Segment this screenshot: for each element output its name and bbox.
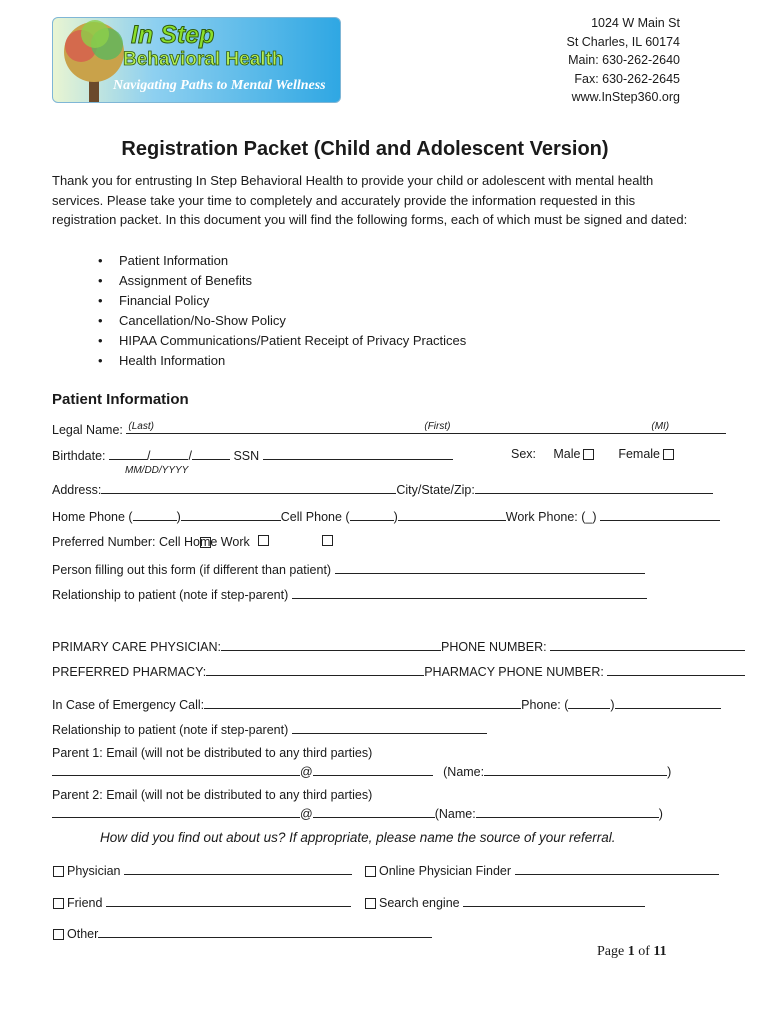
birth-month-field[interactable] [109,447,147,460]
parent2-name-label: (Name: [434,807,476,821]
parent1-name-label: (Name: [443,765,485,779]
pharmacy-row [52,663,745,679]
page-title: Registration Packet (Child and Adolescent Version) [121,138,609,160]
relationship-row [52,586,647,602]
referral-online [362,862,719,878]
pharmacy-label: PREFERRED PHARMACY: [52,665,207,679]
ssn-field[interactable] [263,447,453,460]
cell-phone-field[interactable] [398,508,506,521]
female-checkbox[interactable] [663,449,674,460]
filling-label: Person filling out this form (if different than patient) [52,563,332,577]
logo-line2: Behavioral Health [123,49,284,70]
pcp-phone-field[interactable] [550,638,745,651]
emergency-phone-field[interactable] [615,696,721,709]
work-phone-label: Work Phone: (_) [505,510,597,524]
at-sign: @ [300,807,313,821]
home-phone-label: Home Phone ( [52,510,133,524]
clinic-address [567,14,681,107]
relationship2-label: Relationship to patient (note if step-parent) [52,723,289,737]
mi-label: (MI) [651,421,670,432]
list-item: • Health Information [98,351,466,371]
other-label: Other [67,927,99,941]
birthdate-row: Birthdate: / / SSN [52,447,453,463]
at-sign: @ [300,765,313,779]
legal-name-row [52,421,726,437]
date-format-hint: MM/DD/YYYY [125,465,189,476]
pharmacy-field[interactable] [206,663,424,676]
referral-search [362,894,645,910]
logo [52,17,341,103]
referral-question: How did you find out about us? If appropriate, please name the source of your referral. [100,830,616,845]
website: www.InStep360.org [571,90,680,104]
page-prefix: Page [597,944,628,959]
filling-row [52,561,645,577]
preferred-label: Preferred Number: Cell Home Work [52,535,250,549]
search-field[interactable] [463,894,645,907]
parent1-row: @ (Name: ) [52,763,671,779]
parent2-email-user[interactable] [52,805,300,818]
referral-other [50,925,432,941]
male-label: Male [553,447,581,461]
emergency-area-field[interactable] [568,696,610,709]
birthdate-label: Birthdate: [52,449,106,463]
pharmacy-phone-label: PHARMACY PHONE NUMBER: [424,665,604,679]
page-number [597,944,667,960]
page-current: 1 [627,944,635,959]
pcp-row [52,638,745,654]
list-item: • Assignment of Benefits [98,271,466,291]
parent2-label: Parent 2: Email (will not be distributed to any third parties) [52,788,373,802]
pcp-phone-label: PHONE NUMBER: [441,640,547,654]
parent2-row: @ (Name: ) [52,805,663,821]
fax: Fax: 630-262-2645 [574,71,680,86]
other-checkbox[interactable] [53,929,64,940]
birth-year-field[interactable] [192,447,230,460]
physician-label: Physician [67,864,121,878]
physician-checkbox[interactable] [53,866,64,877]
birth-day-field[interactable] [150,447,188,460]
filling-field[interactable] [335,561,645,574]
search-checkbox[interactable] [365,898,376,909]
referral-physician [50,862,352,878]
friend-label: Friend [67,896,103,910]
parent1-email-user[interactable] [52,763,300,776]
other-field[interactable] [98,925,432,938]
emergency-row: In Case of Emergency Call: Phone: ( ) [52,696,721,712]
logo-line1: In Step [131,21,215,49]
online-label: Online Physician Finder [379,864,512,878]
city-state-label: City/State/Zip: [396,483,475,497]
address-label: Address: [52,483,102,497]
main-phone: Main: 630-262-2640 [568,53,680,67]
ssn-label: SSN [233,449,260,463]
work-phone-field[interactable] [600,508,720,521]
relationship2-row [52,721,487,737]
list-item: • HIPAA Communications/Patient Receipt of Privacy Practices [98,331,466,351]
physician-field[interactable] [124,862,352,875]
relationship-label: Relationship to patient (note if step-parent) [52,588,289,602]
pharmacy-phone-field[interactable] [607,663,745,676]
parent2-email-domain[interactable] [313,805,435,818]
cell-area-field[interactable] [350,508,394,521]
female-label: Female [618,447,661,461]
legal-name-line[interactable] [126,421,726,434]
pcp-field[interactable] [221,638,441,651]
home-phone-field[interactable] [181,508,281,521]
legal-name-label: Legal Name: [52,423,123,437]
phones-row: Home Phone ( ) Cell Phone ( ) Work Phone: (_) [52,508,720,524]
list-item: • Financial Policy [98,291,466,311]
emergency-field[interactable] [204,696,521,709]
referral-friend [50,894,351,910]
home-checkbox[interactable] [258,535,269,546]
emergency-phone-label: Phone: ( [521,698,569,712]
pcp-label: PRIMARY CARE PHYSICIAN: [52,640,222,654]
friend-field[interactable] [106,894,351,907]
cell-checkbox[interactable] [200,537,211,548]
online-checkbox[interactable] [365,866,376,877]
section-heading: Patient Information [52,391,189,408]
city-state-field[interactable] [475,481,713,494]
sex-row [511,447,677,461]
relationship2-field[interactable] [292,721,487,734]
logo-tagline: Navigating Paths to Mental Wellness [113,78,326,93]
sex-label: Sex: [511,447,537,461]
address-field[interactable] [101,481,396,494]
male-checkbox[interactable] [583,449,594,460]
parent1-label: Parent 1: Email (will not be distributed to any third parties) [52,746,373,760]
home-area-field[interactable] [133,508,177,521]
online-field[interactable] [515,862,719,875]
emergency-label: In Case of Emergency Call: [52,698,205,712]
list-item: • Patient Information [98,251,466,271]
last-label: (Last) [128,421,154,432]
street: 1024 W Main St [591,16,680,30]
page-total: 11 [653,944,667,959]
intro-text: Thank you for entrusting In Step Behavioral Health to provide your child or adolescent with mental health services. Please take your time to completely and accurately provide the information requested in this registration packet. In this document you will find the following forms, each of which must be signed and dated: [52,173,688,227]
forms-list [98,251,466,371]
page-of: of [634,944,654,959]
preferred-row [52,535,250,549]
list-item: • Cancellation/No-Show Policy [98,311,466,331]
parent1-name-field[interactable] [484,763,667,776]
relationship-field[interactable] [292,586,647,599]
parent2-name-field[interactable] [476,805,659,818]
parent1-email-domain[interactable] [313,763,433,776]
first-label: (First) [424,421,451,432]
cell-phone-label: Cell Phone ( [280,510,350,524]
friend-checkbox[interactable] [53,898,64,909]
city: St Charles, IL 60174 [566,34,680,49]
search-label: Search engine [379,896,460,910]
address-row [52,481,713,497]
work-checkbox[interactable] [322,535,333,546]
